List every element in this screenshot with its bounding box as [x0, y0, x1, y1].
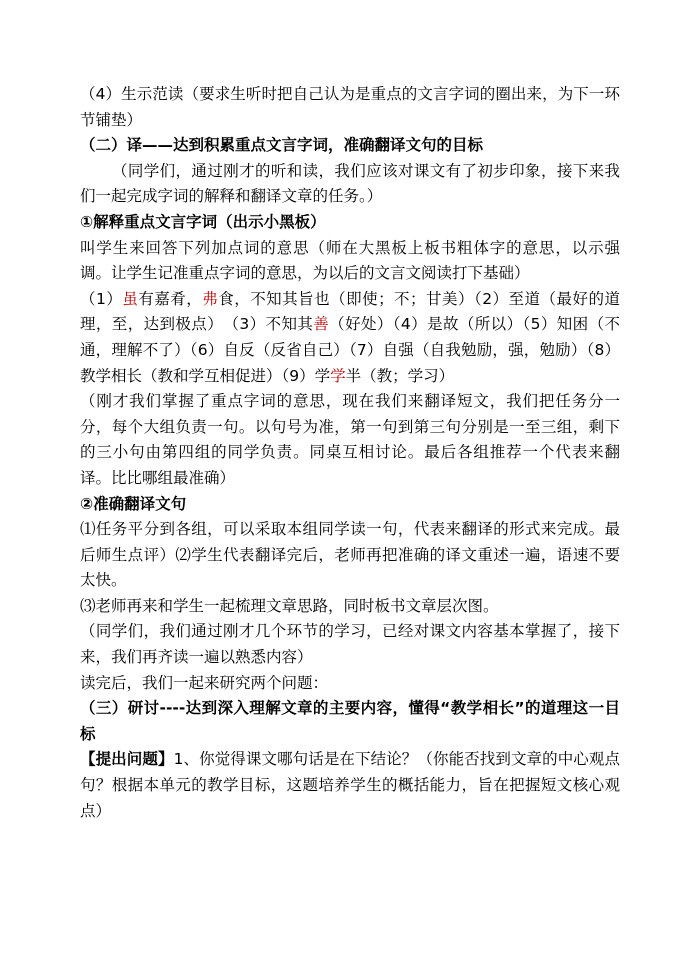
- translation-step-3: ⑶老师再来和学生一起梳理文章思路，同时板书文章层次图。: [80, 596, 499, 615]
- question-text: 1、你觉得课文哪句话是在下结论？（你能否找到文章的中心观点句？根据本单元的教学目标，这题培养学生的概括能力，旨在把握短文核心观点）: [80, 750, 620, 820]
- subsection-1-heading: ①解释重点文言字词（出示小黑板）: [80, 212, 326, 231]
- vocabulary-list: [80, 287, 620, 389]
- section-3-heading: （三）研讨----达到深入理解文章的主要内容，懂得“教学相长”的道理这一目标: [80, 699, 620, 743]
- highlighted-char-sui: 虽: [122, 289, 139, 308]
- vocab-text-5: 学: [314, 366, 331, 385]
- teacher-intro-paragraph: （同学们，通过刚才的听和读，我们应该对课文有了初步印象，接下来我们一起完成字词的解释和翻译文章的任务。）: [80, 161, 620, 206]
- vocab-text-3: 食，不知其旨也（即使；不；甘美）（2）至道（最好的道理，至，达到极点） （3）不知其: [80, 289, 620, 334]
- translation-steps-1-2: ⑴任务平分到各组，可以采取本组同学读一句，代表来翻译的形式来完成。最后师生点评）⑵学生代表翻译完后，老师再把准确的译文重述一遍，语速不要太快。: [80, 520, 620, 590]
- step-4-model-reading: （4）生示范读（要求生听时把自己认为是重点的文言字词的圈出来，为下一环节铺垫）: [80, 85, 620, 129]
- vocab-text-4: （好处）（4）是故（所以）（5）知困（不通，理解不了）（6）自反（反省自己）（7）自强（自我勉励，强，勉励）（8）教学相长（教和学互相促进）（9）: [80, 315, 620, 385]
- subsection-2-heading: ②准确翻译文句: [80, 494, 187, 513]
- question-paragraph: [80, 747, 620, 824]
- document-page: [80, 82, 620, 824]
- section-2-heading: （二）译——达到积累重点文言字词，准确翻译文句的目标: [80, 136, 484, 155]
- translation-task-paragraph: （刚才我们掌握了重点字词的意思，现在我们来翻译短文，我们把任务分一分，每个大组负责一句。以句号为准，第一句到第三句分别是一至三组，剩下的三小句由第四组的同学负责。同桌互相讨论。最后各组推荐一个代表来翻译。比比哪组最准确）: [80, 392, 620, 487]
- highlighted-char-xue: 学: [330, 366, 346, 385]
- highlighted-char-fu: 弗: [202, 289, 219, 308]
- question-label: 【提出问题】: [80, 750, 174, 769]
- highlighted-char-shan: 善: [313, 315, 330, 334]
- vocab-text-1: （1）: [80, 289, 123, 308]
- reread-paragraph: （同学们，我们通过刚才几个环节的学习，已经对课文内容基本掌握了，接下来，我们再齐读一遍以熟悉内容）: [80, 622, 620, 667]
- vocabulary-instruction: 叫学生来回答下列加点词的意思（师在大黑板上板书粗体字的意思，以示强调。让学生记准重点字词的意思，为以后的文言文阅读打下基础）: [80, 238, 620, 283]
- vocab-text-6: 半（教；学习）: [345, 366, 455, 385]
- vocab-text-2: 有嘉肴，: [138, 289, 203, 308]
- after-reading-paragraph: 读完后，我们一起来研究两个问题：: [80, 673, 329, 692]
